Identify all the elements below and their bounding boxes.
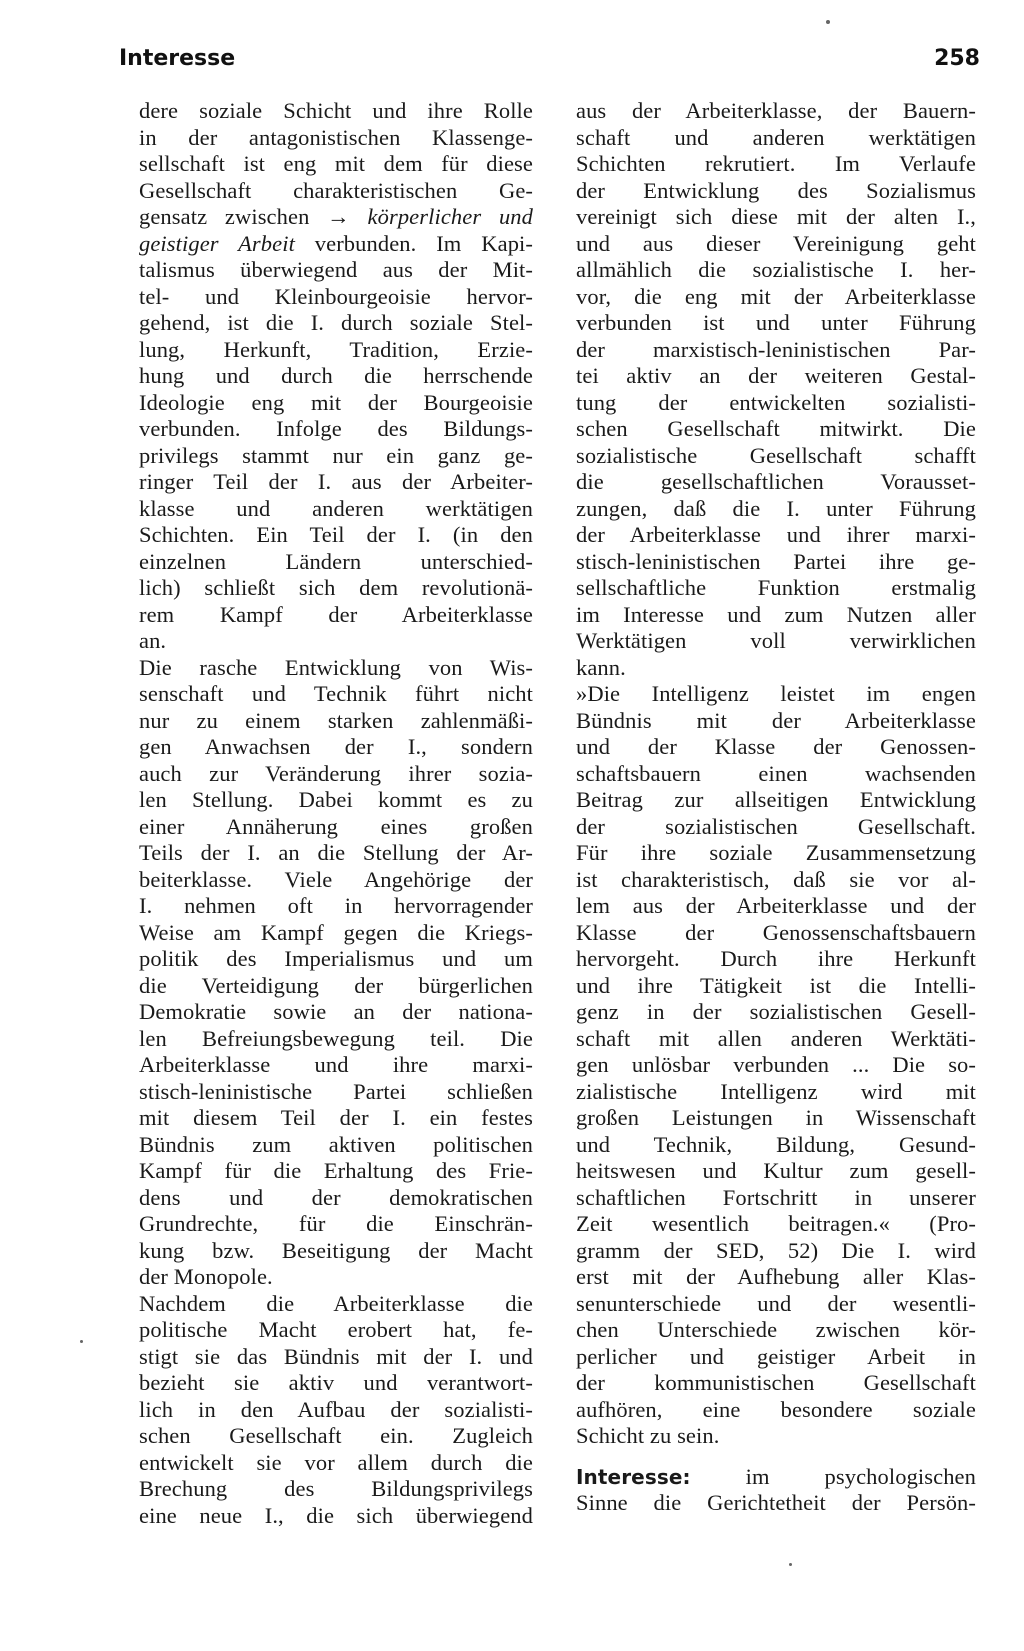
- text-line: gen Anwachsen der I., sondern: [139, 734, 533, 759]
- text-line: tei aktiv an der weiteren Gestal-: [576, 363, 976, 388]
- text-line: genz in der sozialistischen Gesell-: [576, 999, 976, 1024]
- left-text-column: [139, 98, 533, 1529]
- text-line: sozialistische Gesellschaft schafft: [576, 442, 976, 468]
- text-line: sellschaftliche Funktion erstmalig: [576, 575, 976, 600]
- text-line: bezieht sie aktiv und verantwort-: [139, 1370, 533, 1395]
- text-line: Schichten rekrutiert. Im Verlaufe: [576, 151, 976, 176]
- text-line: schen Gesellschaft mitwirkt. Die: [576, 416, 976, 441]
- text-line: ringer Teil der I. aus der Arbeiter-: [139, 469, 533, 494]
- entry-first-line-text: im psychologischen: [745, 1463, 976, 1489]
- text-line: Gesellschaft charakteristischen Ge-: [139, 177, 533, 203]
- text-line: Klasse der Genossenschaftsbauern: [576, 919, 976, 945]
- text-line: stigt sie das Bündnis mit der I. und: [139, 1343, 533, 1369]
- text-line: gehend, ist die I. durch soziale Stel-: [139, 310, 533, 335]
- page-number: 258: [934, 46, 980, 71]
- text-line: an.: [139, 628, 167, 653]
- text-line: entwickelt sie vor allem durch die: [139, 1449, 533, 1475]
- text-line: ist charakteristisch, daß sie vor al-: [576, 866, 976, 892]
- text-line: und der Klasse der Genossen-: [576, 734, 976, 759]
- text-line: einzelnen Ländern unterschied-: [139, 548, 533, 574]
- text-line: im Interesse und zum Nutzen aller: [576, 601, 976, 627]
- text-line: vor, die eng mit der Arbeiterklasse: [576, 283, 976, 309]
- cross-reference: körperlicher und: [367, 204, 533, 229]
- text-line: zialistische Intelligenz wird mit: [576, 1078, 976, 1104]
- text-line: Beitrag zur allseitigen Entwicklung: [576, 787, 976, 812]
- text-line: politische Macht erobert hat, fe-: [139, 1317, 533, 1342]
- text-line: aufhören, eine besondere soziale: [576, 1396, 976, 1422]
- text-line: der Monopole.: [139, 1264, 273, 1289]
- text-line: hung und durch die herrschende: [139, 363, 533, 388]
- text-line: gramm der SED, 52) Die I. wird: [576, 1237, 976, 1263]
- text-line: len Stellung. Dabei kommt es zu: [139, 787, 533, 812]
- text-line: kung bzw. Beseitigung der Macht: [139, 1237, 533, 1263]
- text-line: der kommunistischen Gesellschaft: [576, 1370, 976, 1395]
- text-line: gen unlösbar verbunden ... Die so-: [576, 1052, 976, 1077]
- text-line: Kampf für die Erhaltung des Frie-: [139, 1158, 533, 1183]
- text-line: I. nehmen oft in hervorragender: [139, 893, 533, 918]
- text-line: verbunden. Infolge des Bildungs-: [139, 416, 533, 441]
- text-line: senunterschiede und der wesentli-: [576, 1290, 976, 1316]
- text-line: talismus überwiegend aus der Mit-: [139, 257, 533, 282]
- text-line: Demokratie sowie an der nationa-: [139, 999, 533, 1024]
- text-line: eine neue I., die sich überwiegend: [139, 1502, 533, 1528]
- right-text-column: [576, 98, 976, 1517]
- text-line: lich) schließt sich dem revolutionä-: [139, 575, 533, 600]
- text-line: heitswesen und Kultur zum gesell-: [576, 1158, 976, 1183]
- text-line: erst mit der Aufhebung aller Klas-: [576, 1264, 976, 1289]
- text-line: schaft und anderen werktätigen: [576, 124, 976, 150]
- text-line: gensatz zwischen → körperlicher und: [139, 204, 533, 229]
- text-line: dens und der demokratischen: [139, 1184, 533, 1210]
- entry-first-line: [576, 1464, 976, 1491]
- text-line: vereinigt sich diese mit der alten I.,: [576, 204, 976, 229]
- text-line: klasse und anderen werktätigen: [139, 495, 533, 521]
- text-line: Ideologie eng mit der Bourgeoisie: [139, 389, 533, 415]
- text-line: lung, Herkunft, Tradition, Erzie-: [139, 336, 533, 362]
- text-line: Schicht zu sein.: [576, 1423, 720, 1448]
- text-line: Grundrechte, für die Einschrän-: [139, 1211, 533, 1236]
- cross-reference: geistiger Arbeit: [139, 230, 295, 256]
- text-line: der Entwicklung des Sozialismus: [576, 177, 976, 203]
- text-line: großen Leistungen in Wissenschaft: [576, 1105, 976, 1130]
- text-line: Schichten. Ein Teil der I. (in den: [139, 522, 533, 547]
- text-line: tung der entwickelten sozialisti-: [576, 389, 976, 415]
- text-line: len Befreiungsbewegung teil. Die: [139, 1025, 533, 1051]
- text-line: Nachdem die Arbeiterklasse die: [139, 1290, 533, 1316]
- text-line: Die rasche Entwicklung von Wis-: [139, 654, 533, 680]
- text-line: Brechung des Bildungsprivilegs: [139, 1476, 533, 1501]
- text-line: Für ihre soziale Zusammensetzung: [576, 840, 976, 865]
- entry-second-line: Sinne die Gerichtetheit der Persön-: [576, 1490, 976, 1515]
- scan-speck: [789, 1563, 792, 1566]
- text-line: beiterklasse. Viele Angehörige der: [139, 866, 533, 892]
- text-line: schaftsbauern einen wachsenden: [576, 760, 976, 786]
- text-line: und Technik, Bildung, Gesund-: [576, 1131, 976, 1157]
- text-line: Zeit wesentlich beitragen.« (Pro-: [576, 1211, 976, 1236]
- text-line: verbunden ist und unter Führung: [576, 310, 976, 335]
- text-line: stisch-leninistischen Partei ihre ge-: [576, 548, 976, 574]
- text-line: in der antagonistischen Klassenge-: [139, 124, 533, 150]
- text-line: schaftlichen Fortschritt in unserer: [576, 1184, 976, 1210]
- text-line: politik des Imperialismus und um: [139, 946, 533, 971]
- text-line: kann.: [576, 654, 626, 680]
- text-line: Bündnis zum aktiven politischen: [139, 1131, 533, 1157]
- text-line: die Verteidigung der bürgerlichen: [139, 972, 533, 998]
- scan-speck: [80, 1340, 83, 1343]
- text-line: der sozialistischen Gesellschaft.: [576, 813, 976, 839]
- text-line: Arbeiterklasse und ihre marxi-: [139, 1052, 533, 1077]
- text-line: schaft mit allen anderen Werktäti-: [576, 1025, 976, 1051]
- text-line: und aus dieser Vereinigung geht: [576, 230, 976, 256]
- text-line: dere soziale Schicht und ihre Rolle: [139, 98, 533, 123]
- text-line: Weise am Kampf gegen die Kriegs-: [139, 919, 533, 945]
- text-line: der marxistisch-leninistischen Par-: [576, 336, 976, 362]
- text-line: die gesellschaftlichen Vorausset-: [576, 469, 976, 494]
- text-line: chen Unterschiede zwischen kör-: [576, 1317, 976, 1342]
- entry-spacer: [576, 1450, 976, 1464]
- text-line: Werktätigen voll verwirklichen: [576, 628, 976, 653]
- text-line: sellschaft ist eng mit dem für diese: [139, 151, 533, 176]
- text-line: privilegs stammt nur ein ganz ge-: [139, 442, 533, 468]
- text-line: tel- und Kleinbourgeoisie hervor-: [139, 283, 533, 309]
- text-line: Bündnis mit der Arbeiterklasse: [576, 707, 976, 733]
- text-line: nur zu einem starken zahlenmäßi-: [139, 707, 533, 733]
- text-line: hervorgeht. Durch ihre Herkunft: [576, 946, 976, 971]
- text-line: perlicher und geistiger Arbeit in: [576, 1343, 976, 1369]
- text-line: rem Kampf der Arbeiterklasse: [139, 601, 533, 627]
- text-line: stisch-leninistische Partei schließen: [139, 1078, 533, 1104]
- text-line: aus der Arbeiterklasse, der Bauern-: [576, 98, 976, 123]
- text-line: schen Gesellschaft ein. Zugleich: [139, 1423, 533, 1448]
- text-line: einer Annäherung eines großen: [139, 813, 533, 839]
- text-line: mit diesem Teil der I. ein festes: [139, 1105, 533, 1130]
- text-line: »Die Intelligenz leistet im engen: [576, 681, 976, 706]
- scan-speck: [826, 20, 830, 24]
- text-line: geistiger Arbeit verbunden. Im Kapi-: [139, 230, 533, 256]
- text-line: lem aus der Arbeiterklasse und der: [576, 893, 976, 918]
- text-line: allmählich die sozialistische I. her-: [576, 257, 976, 282]
- running-head: Interesse: [119, 46, 236, 71]
- text-line: senschaft und Technik führt nicht: [139, 681, 533, 706]
- text-line: und ihre Tätigkeit ist die Intelli-: [576, 972, 976, 998]
- text-line: der Arbeiterklasse und ihrer marxi-: [576, 522, 976, 547]
- text-line: auch zur Veränderung ihrer sozia-: [139, 760, 533, 786]
- text-line: Teils der I. an die Stellung der Ar-: [139, 840, 533, 865]
- text-line: lich in den Aufbau der sozialisti-: [139, 1396, 533, 1422]
- entry-lemma: Interesse:: [576, 1464, 691, 1489]
- text-line: zungen, daß die I. unter Führung: [576, 495, 976, 521]
